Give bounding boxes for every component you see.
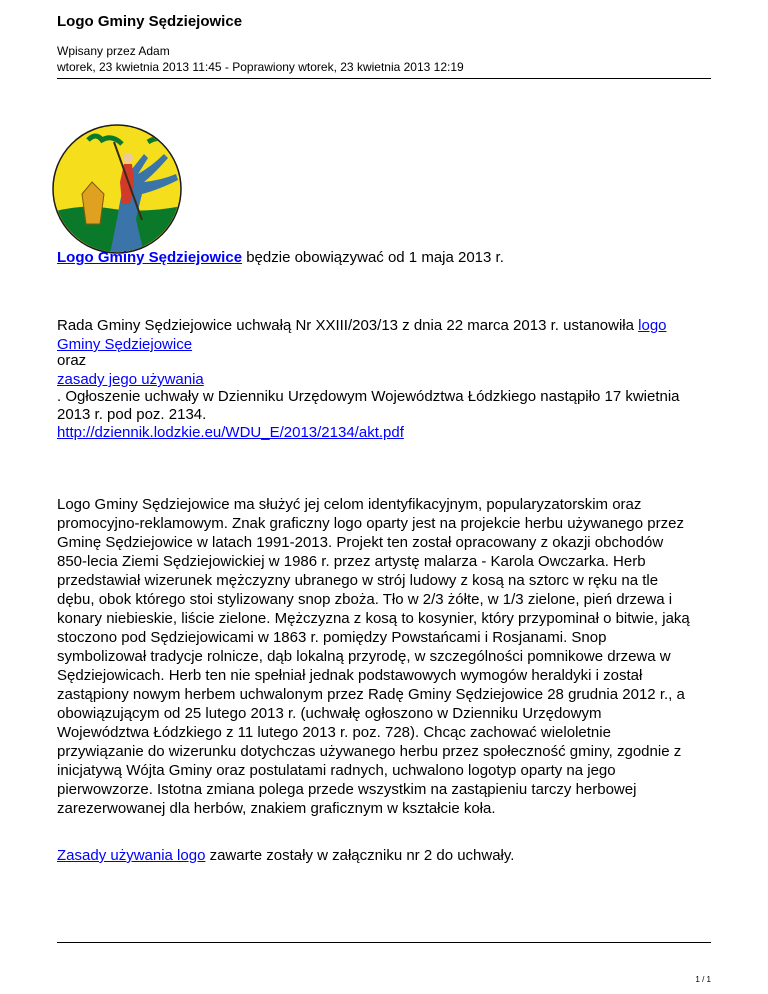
desc-line: stoczono pod Sędziejowicami w 1863 r. pomiędzy Powstańcami i Rosjanami. Snop (57, 629, 607, 646)
gmina-logo (52, 124, 182, 254)
desc-line: Gminę Sędziejowice w latach 1991-2013. Projekt ten został opracowany z okazji obchodów (57, 534, 664, 551)
desc-line: przywiązanie do wizerunku dotychczas używanego herbu przez społeczność gminy, zgodnie z (57, 743, 682, 760)
para1-line5: . Ogłoszenie uchwały w Dzienniku Urzędowym Województwa Łódzkiego nastąpiło 17 kwietnia (57, 388, 680, 405)
date-line: wtorek, 23 kwietnia 2013 11:45 - Poprawiony wtorek, 23 kwietnia 2013 12:19 (57, 60, 464, 74)
para1-line6: 2013 r. pod poz. 2134. (57, 406, 207, 423)
desc-line: symbolizował tradycje rolnicze, dąb lokalną przyrodę, w szczególności pomnikowe drzewa w (57, 648, 671, 665)
intro-paragraph (57, 248, 504, 267)
desc-line: inicjatywą Wójta Gminy oraz postulatami radnych, uchwalono logotyp oparty na jego (57, 762, 616, 779)
desc-line: Województwa Łódzkiego z 11 lutego 2013 r. poz. 728). Chcąc zachować wieloletnie (57, 724, 611, 741)
usage-rules-link-2[interactable]: Zasady używania logo (57, 847, 206, 864)
logo-link-part1[interactable]: logo (638, 317, 667, 334)
para1-line1 (57, 316, 667, 335)
description-paragraph (57, 495, 690, 818)
page-title: Logo Gminy Sędziejowice (57, 13, 243, 30)
desc-line: zastąpiony nowym herbem uchwalonym przez Radę Gminy Sędziejowice 28 grudnia 2012 r., a (57, 686, 685, 703)
desc-line: promocyjno-reklamowym. Znak graficzny logo oparty jest na projekcie herbu używanego przez (57, 515, 684, 532)
intro-text: będzie obowiązywać od 1 maja 2013 r. (242, 249, 504, 266)
para1-url-line (57, 423, 404, 442)
author-line: Wpisany przez Adam (57, 44, 170, 58)
act-pdf-link[interactable]: http://dziennik.lodzkie.eu/WDU_E/2013/2134/akt.pdf (57, 424, 404, 441)
header-divider (57, 78, 711, 79)
desc-line: Logo Gminy Sędziejowice ma służyć jej celom identyfikacyjnym, popularyzatorskim oraz (57, 496, 642, 513)
logo-link-part2[interactable]: Gminy Sędziejowice (57, 336, 193, 353)
para1-text: Rada Gminy Sędziejowice uchwałą Nr XXIII/203/13 z dnia 22 marca 2013 r. ustanowiła (57, 317, 639, 334)
desc-line: dębu, obok którego stoi stylizowany snop zboża. Tło w 2/3 żółte, w 1/3 zielone, pień drzewa i (57, 591, 673, 608)
page-number: 1 / 1 (695, 975, 711, 984)
desc-line: pierwowzorze. Istotna zmiana polega przede wszystkim na zastąpieniu tarczy herbowej (57, 781, 637, 798)
desc-line: zarezerwowanej dla herbów, znakiem graficznym w kształcie koła. (57, 800, 496, 817)
desc-line: przedstawiał wizerunek mężczyzny ubranego w strój ludowy z kosą na sztorc w ręku na tle (57, 572, 659, 589)
usage-rules-link[interactable]: zasady jego używania (57, 371, 204, 388)
rules-text: zawarte zostały w załączniku nr 2 do uchwały. (205, 847, 515, 864)
footer-divider (57, 942, 711, 943)
para1-oraz: oraz (57, 352, 87, 369)
desc-line: 850-lecia Ziemi Sędziejowickiej w 1986 r. przez artystę malarza - Karola Owczarka. Herb (57, 553, 646, 570)
desc-line: Sędziejowicach. Herb ten nie spełniał jednak podstawowych wymogów heraldyki i został (57, 667, 643, 684)
desc-line: obowiązującym od 25 lutego 2013 r. (uchwałę ogłoszono w Dzienniku Urzędowym (57, 705, 602, 722)
logo-link[interactable]: Logo Gminy Sędziejowice (57, 249, 243, 266)
desc-line: konary niebieskie, liście zielone. Mężczyzna z kosą to kosynier, który przypominał o bitwie, jaką (57, 610, 690, 627)
rules-paragraph (57, 846, 514, 865)
